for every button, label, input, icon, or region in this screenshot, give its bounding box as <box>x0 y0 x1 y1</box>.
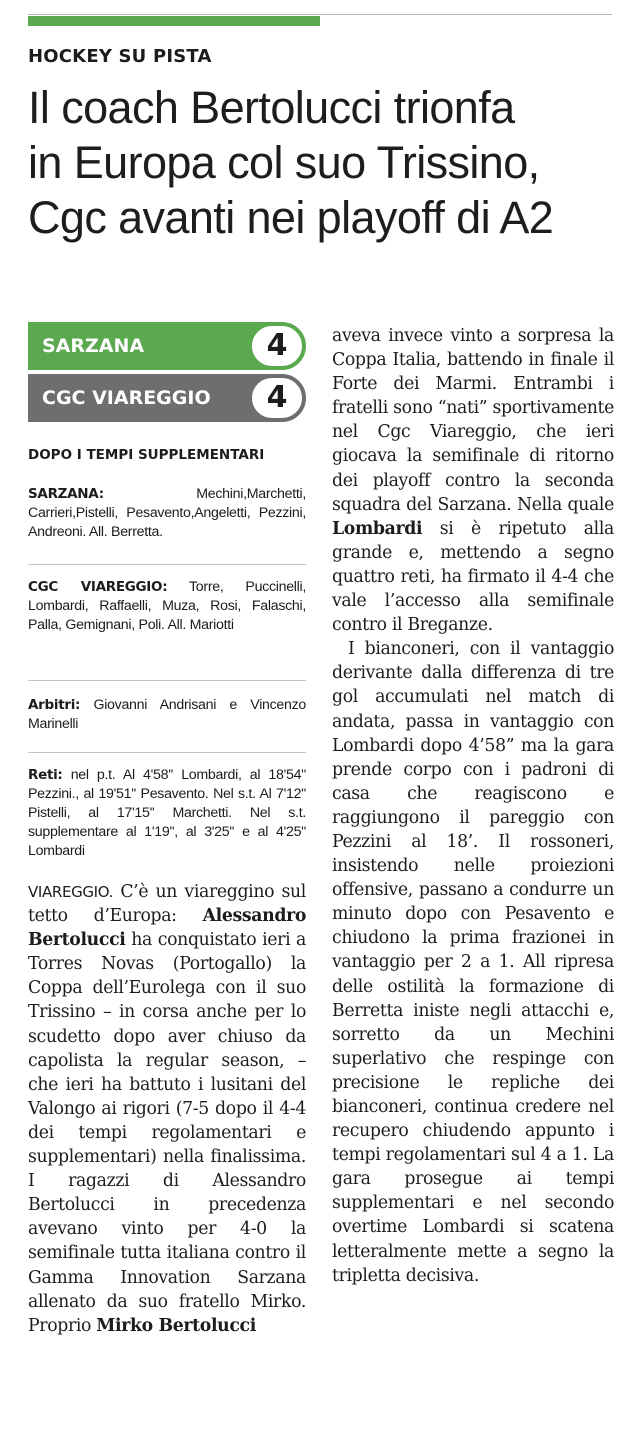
article-column-1 <box>28 880 306 1338</box>
article-paragraph-1-cont <box>332 324 614 637</box>
away-team-score: 4 <box>248 374 306 422</box>
article-paragraph-2: I bianconeri, con il vantaggio derivante dalla differenza di tre gol accumulati nel match di andata, passa in vantaggio con Lombardi dopo 4’58” ma la gara prende corpo con i padroni di casa che reagiscono e raggiungono il pareggio con Pezzini al 18’. Il rossoneri, insistendo nelle proiezioni offensive, passano a condurre un minuto dopo con Pesavento e chiudono la prima frazionei in vantaggio per 2 a 1. All ripresa delle ostilità la formazione di Berretta iniste negli attacchi e, sorretto da un Mechini superlativo che respinge con precisione le repliche dei bianconeri, continua credere nel recupero chiudendo appunto i tempi regolamentari sul 4 a 1. La gara prosegue ai tempi supplementari e nel secondo overtime Lombardi si scatena letteralmente mette a segno la tripletta decisiva. <box>332 639 614 1286</box>
article-text: si è ripetuto alla grande e, mettendo a segno quattro reti, ha firmato il 4-4 che vale l’accesso alla semifinale contro il Breganze. <box>332 518 614 636</box>
article-column-2 <box>332 324 614 1288</box>
referees <box>28 696 306 734</box>
headline-line: in Europa col suo Trissino, <box>28 137 540 188</box>
goals-text: nel p.t. Al 4'58'' Lombardi, al 18'54'' Pezzini., al 19'51'' Pesavento. Nel s.t. Al 7'12'' Pistelli, al 17'15'' Marchetti. Nel s.t. supplementare al 1'19'', al 3'25'' e al 4'25'' Lombardi <box>28 767 306 859</box>
home-team-score: 4 <box>248 322 306 370</box>
overtime-note: DOPO I TEMPI SUPPLEMENTARI <box>28 447 265 463</box>
article-text: C’è un viareggino sul tetto d’Europa: <box>28 882 306 927</box>
referees-label: Arbitri: <box>28 697 81 713</box>
lineup-sarzana-text: Mechini,Marchetti, Carrieri,Pistelli, Pesavento,Angeletti, Pezzini, Andreoni. All. Berretta. <box>28 486 306 540</box>
away-team-name: CGC VIAREGGIO <box>28 374 284 422</box>
section-color-bar <box>28 16 320 26</box>
divider <box>28 752 306 753</box>
lineup-cgc-text: Torre, Puccinelli, Lombardi, Raffaelli, Muza, Rosi, Falaschi, Palla, Gemignani, Poli. All. Mariotti <box>28 579 307 633</box>
section-kicker: HOCKEY SU PISTA <box>28 46 212 67</box>
headline-line: Cgc avanti nei playoff di A2 <box>28 192 554 243</box>
divider <box>28 564 306 565</box>
lineup-sarzana-label: SARZANA: <box>28 486 104 502</box>
score-row-away <box>28 374 306 422</box>
score-row-home <box>28 322 306 370</box>
article-paragraph-1 <box>28 880 306 1338</box>
goals-label: Reti: <box>28 767 63 783</box>
lineup-cgc-label: CGC VIAREGGIO: <box>28 579 168 595</box>
article-name: Mirko Bertolucci <box>96 1315 256 1336</box>
referees-text: Giovanni Andrisani e Vincenzo Marinelli <box>28 697 306 732</box>
home-team-name: SARZANA <box>28 322 284 370</box>
article-dateline: VIAREGGIO. <box>28 883 113 901</box>
article-name: Alessandro Bertolucci <box>28 906 306 951</box>
divider <box>28 680 306 681</box>
article-name: Lombardi <box>332 518 423 539</box>
goals <box>28 766 306 861</box>
article-text: aveva invece vinto a sorpresa la Coppa Italia, battendo in finale il Forte dei Marmi. Entrambi i fratelli sono “nati” sportivamente nel Cgc Viareggio, che ieri giocava la semifinale di ritorno dei playoff contro la seconda squadra del Sarzana. Nella quale <box>332 326 614 515</box>
headline-line: Il coach Bertolucci trionfa <box>28 82 515 133</box>
headline <box>28 80 628 245</box>
lineup-sarzana <box>28 485 306 542</box>
article-text: ha conquistato ieri a Torres Novas (Portogallo) la Coppa dell’Eurolega con il suo Trissino – in corsa anche per lo scudetto dopo aver chiuso da capolista la regular season, – che ieri ha battuto i lusitani del Valongo ai rigori (7-5 dopo il 4-4 dei tempi regolamentari e supplementari) nella finalissima. I ragazzi di Alessandro Bertolucci in precedenza avevano vinto per 4-0 la semifinale tutta italiana contro il Gamma Innovation Sarzana allenato da suo fratello Mirko. Proprio <box>28 930 306 1336</box>
top-rule <box>28 14 612 15</box>
lineup-cgc <box>28 578 306 635</box>
